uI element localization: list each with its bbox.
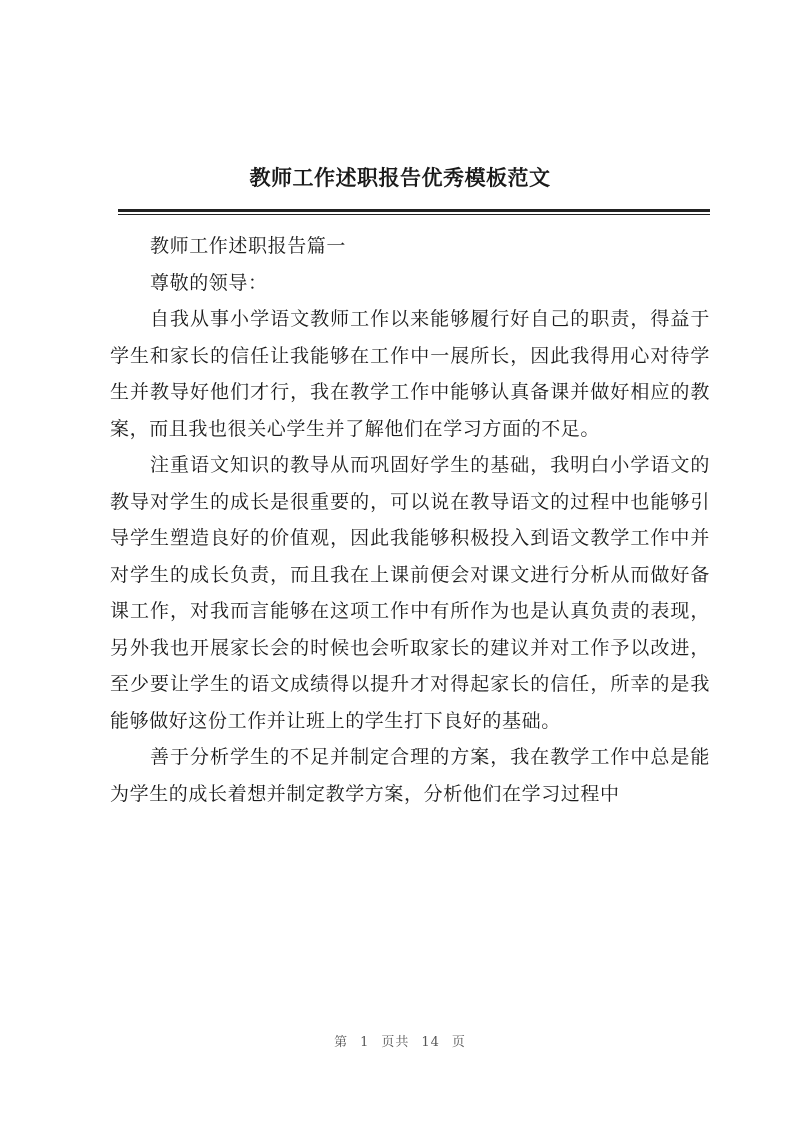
document-title: 教师工作述职报告优秀模板范文 <box>249 166 551 190</box>
current-page-number: 1 <box>360 1035 370 1050</box>
title-divider <box>118 209 710 215</box>
paragraph: 善于分析学生的不足并制定合理的方案，我在教学工作中总是能为学生的成长着想并制定教学方案，分析他们在学习过程中 <box>110 746 710 805</box>
document-body <box>110 228 710 812</box>
footer-suffix: 页 <box>451 1035 466 1050</box>
paragraph: 自我从事小学语文教师工作以来能够履行好自己的职责，得益于学生和家长的信任让我能够在工作中一展所长，因此我得用心对待学生并教导好他们才行，我在教学工作中能够认真备课并做好相应的教案，而且我也很关心学生并了解他们在学习方面的不足。 <box>110 308 710 440</box>
paragraph: 注重语文知识的教导从而巩固好学生的基础，我明白小学语文的教导对学生的成长是很重要的，可以说在教导语文的过程中也能够引导学生塑造良好的价值观，因此我能够积极投入到语文教学工作中并对学生的成长负责，而且我在上课前便会对课文进行分析从而做好备课工作，对我而言能够在这项工作中有所作为也是认真负责的表现，另外我也开展家长会的时候也会听取家长的建议并对工作予以改进，至少要让学生的语文成绩得以提升才对得起家长的信任，所幸的是我能够做好这份工作并让班上的学生打下良好的基础。 <box>110 454 710 732</box>
footer-prefix: 第 <box>334 1035 349 1050</box>
page-footer <box>0 1031 800 1050</box>
footer-middle: 页共 <box>381 1035 410 1050</box>
salutation: 尊敬的领导： <box>150 271 268 294</box>
total-pages-number: 14 <box>421 1035 440 1050</box>
section-heading: 教师工作述职报告篇一 <box>150 235 347 257</box>
